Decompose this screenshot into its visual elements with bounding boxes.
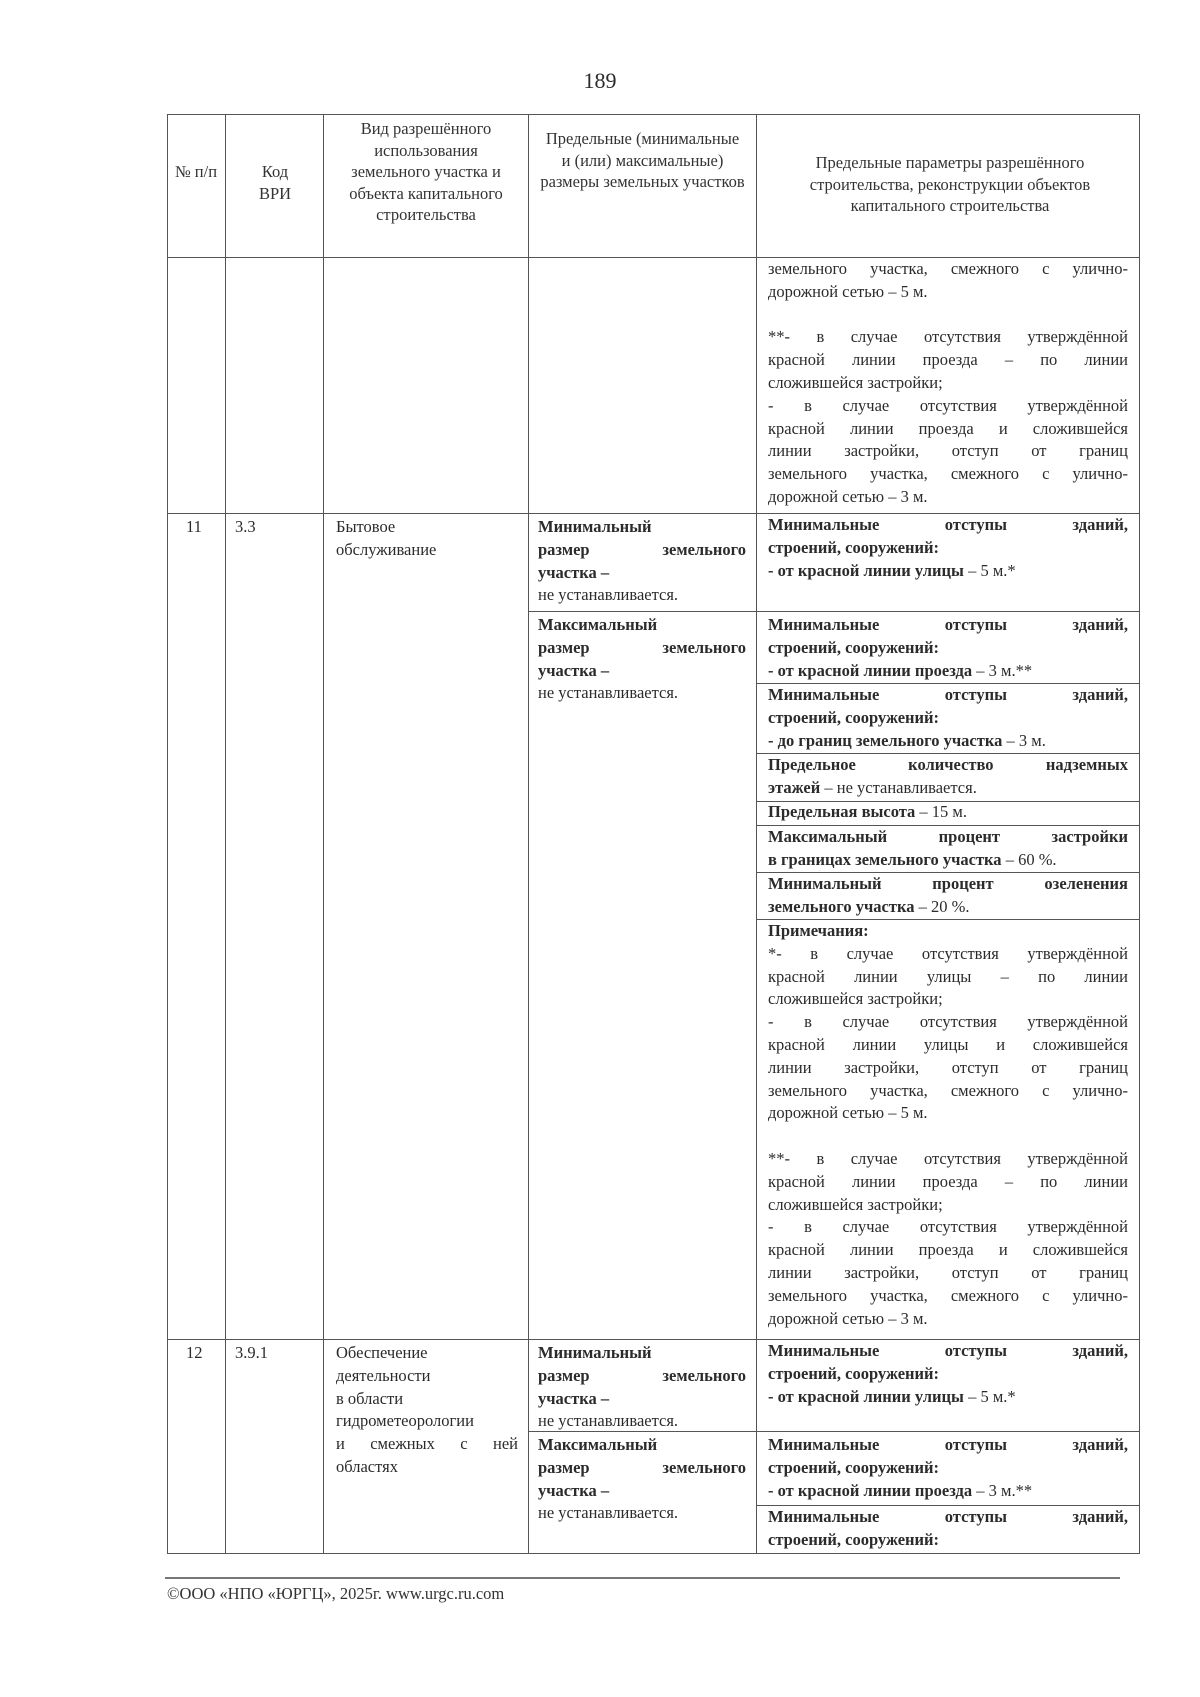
row-11-param-red-line-passage: Минимальные отступы зданий, строений, сооружений: - от красной линии проезда – 3 м.** xyxy=(768,615,1128,680)
row-12-min-size: Минимальный размер земельного участка – не устанавливается. xyxy=(538,1343,746,1431)
header-parameters: Предельные параметры разрешённого строительства, реконструкции объектов капитального строительства xyxy=(809,153,1091,215)
column-divider xyxy=(323,114,324,1554)
row-12-code: 3.9.1 xyxy=(235,1343,268,1362)
header-use-type: Вид разрешённого использования земельного участка и объекта капитального строительства xyxy=(349,119,503,224)
row-11-param-green-percent: Минимальный процент озеленения земельного участка – 20 %. xyxy=(768,874,1128,916)
footer-copyright: ©ООО «НПО «ЮРГЦ», 2025г. www.urgc.ru.com xyxy=(167,1584,505,1603)
row-11-param-floors: Предельное количество надземных этажей – не устанавливается. xyxy=(768,755,1128,797)
row-11-code: 3.3 xyxy=(235,517,256,536)
row-12-param-red-line-street: Минимальные отступы зданий, строений, сооружений: - от красной линии улицы – 5 м.* xyxy=(768,1341,1128,1406)
footer-rule xyxy=(165,1577,1120,1579)
size-divider xyxy=(528,611,1140,612)
row-11-max-size: Максимальный размер земельного участка – не устанавливается. xyxy=(538,615,746,703)
row-12-param-red-line-passage: Минимальные отступы зданий, строений, сооружений: - от красной линии проезда – 3 м.** xyxy=(768,1435,1128,1500)
row-12-max-size: Максимальный размер земельного участка – не устанавливается. xyxy=(538,1435,746,1523)
row-11-min-size: Минимальный размер земельного участка – не устанавливается. xyxy=(538,517,746,605)
row-11-param-red-line-street: Минимальные отступы зданий, строений, сооружений: - от красной линии улицы – 5 м.* xyxy=(768,515,1128,580)
row-11-param-plot-border: Минимальные отступы зданий, строений, сооружений: - до границ земельного участка – 3 м. xyxy=(768,685,1128,750)
header-code: Код ВРИ xyxy=(258,162,292,203)
column-divider xyxy=(528,114,529,1554)
page-number: 189 xyxy=(583,68,617,93)
row-11-number: 11 xyxy=(186,517,202,536)
row-11-param-build-percent: Максимальный процент застройки в границах земельного участка – 60 %. xyxy=(768,827,1128,869)
row-11-param-height: Предельная высота – 15 м. xyxy=(768,802,967,821)
row-12-param-plot-border: Минимальные отступы зданий, строений, сооружений: xyxy=(768,1507,1128,1549)
column-divider xyxy=(225,114,226,1554)
row-12-use-name: Обеспечение деятельности в области гидрометеорологии и смежных с ней областях xyxy=(336,1343,518,1476)
row-11-notes: Примечания: *- в случае отсутствия утверждённой красной линии улицы – по линии сложившейся застройки; - в случае отсутствия утверждённой красной линии улицы и сложившейся линии застройки, отступ от границ земельного участка, смежного с улично- дорожной сетью – 5 м. **- в случае отсутствия утверждённой красной линии проезда – по линии сложившейся застройки; - в случае отсутствия утверждённой красной линии проезда и сложившейся линии застройки, отступ от границ земельного участка, смежного с улично- дорожной сетью – 3 м. xyxy=(768,921,1128,1328)
continuation-notes: земельного участка, смежного с улично- дорожной сетью – 5 м. **- в случае отсутствия утверждённой красной линии проезда – по линии сложившейся застройки; - в случае отсутствия утверждённой красной линии проезда и сложившейся линии застройки, отступ от границ земельного участка, смежного с улично- дорожной сетью – 3 м. xyxy=(768,259,1128,506)
column-divider xyxy=(756,114,757,1554)
header-plot-sizes: Предельные (минимальные и (или) максимальные) размеры земельных участков xyxy=(540,129,745,191)
row-12-number: 12 xyxy=(186,1343,203,1362)
header-number: № п/п xyxy=(174,162,218,181)
row-11-use-name: Бытовое обслуживание xyxy=(336,517,437,559)
